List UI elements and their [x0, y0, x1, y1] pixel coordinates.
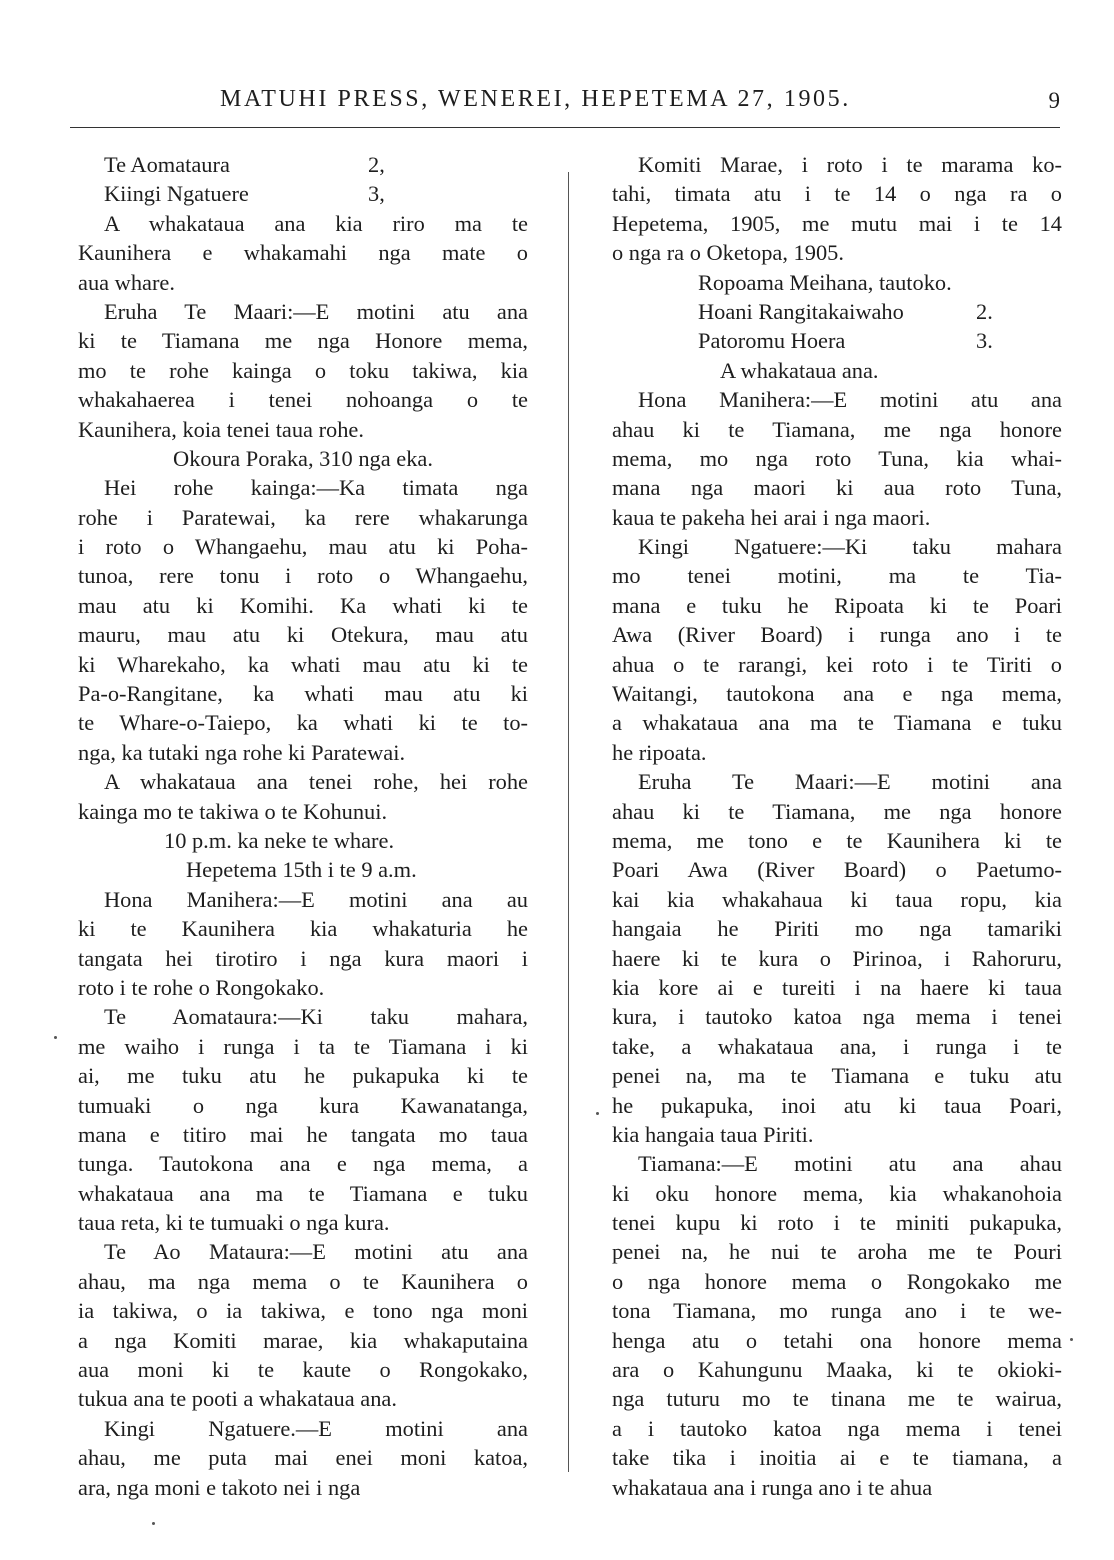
paragraph-line: tunga. Tautokona ana e nga mema, a: [78, 1151, 528, 1177]
header-title: MATUHI PRESS, WENEREI, HEPETEMA 27, 1905.: [220, 86, 851, 112]
paragraph-line: kai kia whakahaua ki taua ropu, kia: [612, 886, 1062, 912]
paragraph-line: aua moni ki te kaute o Rongokako,: [78, 1357, 528, 1383]
paragraph-line: mema, mo nga roto Tuna, kia whai-: [612, 445, 1062, 471]
paragraph: [612, 1149, 1062, 1502]
page-number: 9: [1048, 88, 1060, 113]
paragraph-line: rohe i Paratewai, ka rere whakarunga: [78, 504, 528, 530]
paragraph-line: henga atu o tetahi ona honore mema: [612, 1327, 1062, 1353]
paragraph-line: mana e tuku he Ripoata ki te Poari: [612, 592, 1062, 618]
paragraph-line: kia kore ai e tureiti i na haere ki taua: [612, 974, 1062, 1000]
paragraph-line: Hona Manihera:—E motini atu ana: [638, 387, 1062, 413]
paragraph: [612, 767, 1062, 1149]
text-line: A whakataua ana.: [720, 357, 879, 383]
paragraph-line: Hepetema, 1905, me mutu mai i te 14: [612, 210, 1062, 236]
paragraph: [78, 209, 528, 297]
paragraph-line: Pa-o-Rangitane, ka whati mau atu ki: [78, 681, 528, 707]
paragraph-line: tunoa, rere tonu i roto o Whangaehu,: [78, 563, 528, 589]
paragraph-line: Kaunihera e whakamahi nga mate o: [78, 240, 528, 266]
paragraph-line: mo tenei motini, ma te Tia-: [612, 563, 1062, 589]
paragraph-line: o nga ra o Oketopa, 1905.: [612, 240, 844, 266]
paragraph-line: me waiho i runga i ta te Tiamana i ki: [78, 1033, 528, 1059]
paragraph-line: Waitangi, tautokona ana e nga mema,: [612, 681, 1062, 707]
paragraph-line: a i tautoko katoa nga mema i tenei: [612, 1415, 1062, 1441]
header-rule: [70, 127, 1060, 128]
paragraph: [78, 297, 528, 444]
paragraph-line: tahi, timata atu i te 14 o nga ra o: [612, 181, 1062, 207]
vote-row: [612, 326, 1062, 355]
paragraph-line: Kingi Ngatuere.—E motini ana: [104, 1415, 528, 1441]
paragraph-line: he ripoata.: [612, 739, 707, 765]
paragraph-line: ai, me tuku atu he pukapuka ki te: [78, 1063, 528, 1089]
print-speck: [596, 1112, 599, 1115]
paragraph: [78, 1002, 528, 1237]
paragraph-line: take tika i inoitia ai e te tiamana, a: [612, 1445, 1062, 1471]
centered-heading: Okoura Poraka, 310 nga eka.: [173, 445, 433, 471]
paragraph-line: Eruha Te Maari:—E motini atu ana: [104, 298, 528, 324]
paragraph-line: kia hangaia taua Piriti.: [612, 1121, 814, 1147]
paragraph-line: ahau ki te Tiamana, me nga honore: [612, 798, 1062, 824]
vote-count: 2,: [368, 152, 385, 177]
paragraph-line: take, a whakataua ana, i runga i te: [612, 1033, 1062, 1059]
paragraph-line: Poari Awa (River Board) o Paetumo-: [612, 857, 1062, 883]
vote-count: 3.: [976, 328, 993, 354]
text-line: Hepetema 15th i te 9 a.m.: [186, 857, 417, 883]
right-column: [612, 150, 1062, 1502]
paragraph-line: Tiamana:—E motini atu ana ahau: [638, 1151, 1062, 1177]
vote-name: Patoromu Hoera: [698, 328, 846, 354]
print-speck: [54, 1036, 57, 1039]
paragraph-line: ki oku honore mema, kia whakanohoia: [612, 1180, 1062, 1206]
paragraph-line: whakataua ana i runga ano i te ahua: [612, 1474, 933, 1500]
paragraph-line: o nga honore mema o Rongokako me: [612, 1268, 1062, 1294]
paragraph-line: ara, nga moni e takoto nei i nga: [78, 1474, 361, 1500]
paragraph-line: Te Ao Mataura:—E motini atu ana: [104, 1239, 528, 1265]
text-line: Ropoama Meihana, tautoko.: [698, 269, 952, 295]
paragraph-line: Eruha Te Maari:—E motini ana: [638, 769, 1062, 795]
page-header: [60, 86, 1060, 126]
paragraph: [78, 1237, 528, 1413]
paragraph-line: nga tuturu mo te tinana me te wairua,: [612, 1386, 1062, 1412]
paragraph-line: te Whare-o-Taiepo, ka whati ki te to-: [78, 710, 528, 736]
paragraph-line: mo te rohe kainga o toku takiwa, kia: [78, 357, 528, 383]
paragraph-line: ahau, ma nga mema o te Kaunihera o: [78, 1268, 528, 1294]
paragraph-line: Komiti Marae, i roto i te marama ko-: [638, 152, 1062, 177]
paragraph-line: Hei rohe kainga:—Ka timata nga: [104, 475, 528, 501]
paragraph-line: penei na, ma te Tiamana e tuku atu: [612, 1063, 1062, 1089]
print-speck: [1070, 1338, 1073, 1341]
text-line: 10 p.m. ka neke te whare.: [164, 827, 395, 853]
vote-name: Te Aomataura: [104, 152, 230, 177]
paragraph-line: i roto o Whangaehu, mau atu ki Poha-: [78, 534, 528, 560]
paragraph-line: tona Tiamana, mo runga ano i te we-: [612, 1298, 1062, 1324]
paragraph-line: kura, i tautoko katoa nga mema i tenei: [612, 1004, 1062, 1030]
paragraph-line: ki Wharekaho, ka whati mau atu ki te: [78, 651, 528, 677]
paragraph: [612, 150, 1062, 268]
paragraph-line: ia takiwa, o ia takiwa, e tono nga moni: [78, 1298, 528, 1324]
paragraph-line: penei na, he nui te aroha me te Pouri: [612, 1239, 1062, 1265]
paragraph-line: Awa (River Board) i runga ano i te: [612, 622, 1062, 648]
vote-row: [612, 297, 1062, 326]
vote-count: 3,: [368, 181, 385, 207]
paragraph-line: roto i te rohe o Rongokako.: [78, 974, 325, 1000]
paragraph-line: A whakataua ana kia riro ma te: [104, 210, 528, 236]
vote-row: [78, 150, 528, 179]
paragraph: [78, 885, 528, 1003]
paragraph-line: Kaunihera, koia tenei taua rohe.: [78, 416, 364, 442]
paragraph-line: taua reta, ki te tumuaki o nga kura.: [78, 1210, 390, 1236]
paragraph-line: tangata hei tirotiro i nga kura maori i: [78, 945, 528, 971]
paragraph: [612, 532, 1062, 767]
paragraph-line: kaua te pakeha hei arai i nga maori.: [612, 504, 931, 530]
paragraph-line: tumuaki o nga kura Kawanatanga,: [78, 1092, 528, 1118]
paragraph-line: ki te Kaunihera kia whakaturia he: [78, 916, 528, 942]
paragraph-line: mau atu ki Komihi. Ka whati ki te: [78, 592, 528, 618]
print-speck: [152, 1522, 155, 1525]
vote-name: Hoani Rangitakaiwaho: [698, 298, 904, 324]
left-column: [78, 150, 528, 1502]
vote-name: Kiingi Ngatuere: [104, 181, 249, 207]
paragraph-line: mana e titiro mai he tangata mo taua: [78, 1121, 528, 1147]
paragraph-line: aua whare.: [78, 269, 175, 295]
paragraph-line: ahau, me puta mai enei moni katoa,: [78, 1445, 528, 1471]
paragraph-line: mauru, mau atu ki Otekura, mau atu: [78, 622, 528, 648]
paragraph-line: mana nga maori ki aua roto Tuna,: [612, 475, 1062, 501]
paragraph-line: he pukapuka, inoi atu ki taua Poari,: [612, 1092, 1062, 1118]
paragraph: [78, 473, 528, 767]
paragraph-line: Kingi Ngatuere:—Ki taku mahara: [638, 534, 1062, 560]
paragraph-line: nga, ka tutaki nga rohe ki Paratewai.: [78, 739, 406, 765]
paragraph-line: tukua ana te pooti a whakataua ana.: [78, 1386, 397, 1412]
paragraph: [78, 1414, 528, 1502]
paragraph-line: a nga Komiti marae, kia whakaputaina: [78, 1327, 528, 1353]
paragraph-line: A whakataua ana tenei rohe, hei rohe: [104, 769, 528, 795]
paragraph-line: whakahaerea i tenei nohoanga o te: [78, 387, 528, 413]
paragraph-line: ahua o te rarangi, kei roto i te Tiriti o: [612, 651, 1062, 677]
paragraph-line: Te Aomataura:—Ki taku mahara,: [104, 1004, 528, 1030]
paragraph-line: ki te Tiamana me nga Honore mema,: [78, 328, 528, 354]
paragraph-line: tenei kupu ki roto i te miniti pukapuka,: [612, 1210, 1062, 1236]
paragraph-line: whakataua ana ma te Tiamana e tuku: [78, 1180, 528, 1206]
paragraph-line: kainga mo te takiwa o te Kohunui.: [78, 798, 388, 824]
paragraph-line: mema, me tono e te Kaunihera ki te: [612, 827, 1062, 853]
paragraph-line: a whakataua ana ma te Tiamana e tuku: [612, 710, 1062, 736]
vote-row: [78, 179, 528, 208]
paragraph-line: ahau ki te Tiamana, me nga honore: [612, 416, 1062, 442]
paragraph: [78, 767, 528, 826]
vote-count: 2.: [976, 298, 993, 324]
paragraph-line: ara o Kahungunu Maaka, ki te okioki-: [612, 1357, 1062, 1383]
column-divider: [568, 172, 569, 1472]
paragraph: [612, 385, 1062, 532]
paragraph-line: haere ki te kura o Pirinoa, i Rahoruru,: [612, 945, 1062, 971]
paragraph-line: hangaia he Piriti mo nga tamariki: [612, 916, 1062, 942]
paragraph-line: Hona Manihera:—E motini ana au: [104, 886, 528, 912]
